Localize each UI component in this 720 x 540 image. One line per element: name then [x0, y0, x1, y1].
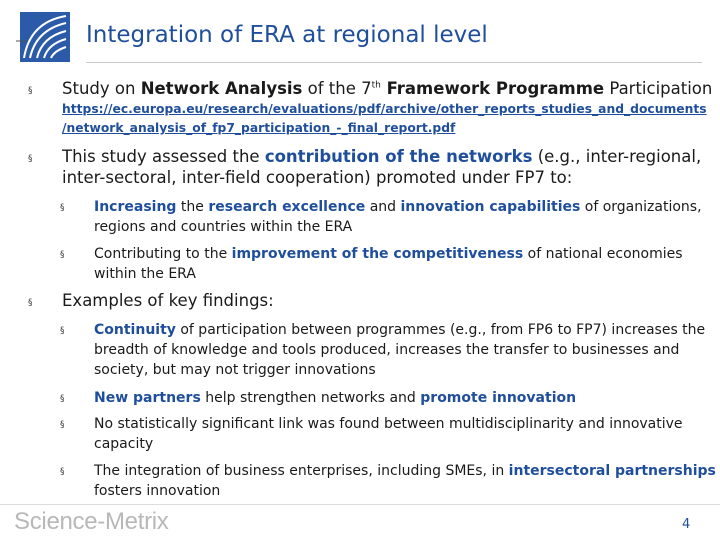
title-divider: [86, 62, 702, 63]
bullet-assessed: This study assessed the contribution of the networks (e.g., inter-regional, inter-sectoral, inter-field cooperation) promoted under FP7 to:: [62, 147, 702, 187]
sub-bullet-marker: §: [60, 420, 65, 430]
shell-logo: [16, 8, 74, 66]
bullet-marker: §: [28, 154, 33, 164]
bullet-marker: §: [28, 298, 33, 308]
bullet-marker: §: [28, 86, 33, 96]
sub-bullet-marker: §: [60, 326, 65, 336]
footer-logo: Science-Metrix: [14, 508, 169, 535]
sub-bullet-marker: §: [60, 250, 65, 260]
bullet-key-findings: Examples of key findings:: [62, 291, 274, 310]
bullet-study: Study on Network Analysis of the 7th Framework Programme Participation: [62, 79, 713, 98]
sub-bullet-marker: §: [60, 467, 65, 477]
sub-bullet-marker: §: [60, 203, 65, 213]
finding-continuity: Continuity of participation between programmes (e.g., from FP6 to FP7) increases the breadth of knowledge and tools produced, increases the transfer to businesses and society, but may not trigger innovations: [94, 322, 706, 378]
page-number: 4: [682, 517, 691, 532]
sub-bullet-increasing: Increasing the research excellence and innovation capabilities of organizations, regions and countries within the ERA: [94, 199, 702, 235]
finding-integration: The integration of business enterprises, including SMEs, in intersectoral partnerships fosters innovation: [94, 463, 716, 499]
sub-bullet-marker: §: [60, 394, 65, 404]
finding-multidisciplinarity: No statistically significant link was found between multidisciplinarity and innovative capacity: [94, 416, 683, 452]
finding-new-partners: New partners help strengthen networks and promote innovation: [94, 390, 577, 406]
page-title: Integration of ERA at regional level: [86, 22, 488, 48]
report-link[interactable]: https://ec.europa.eu/research/evaluations/pdf/archive/other_reports_studies_and_documents /network_analysis_of_fp7_participation_-_final_report.pdf: [62, 102, 707, 135]
footer-divider: [0, 504, 720, 505]
sub-bullet-contributing: Contributing to the improvement of the competitiveness of national economies within the ERA: [94, 246, 683, 282]
